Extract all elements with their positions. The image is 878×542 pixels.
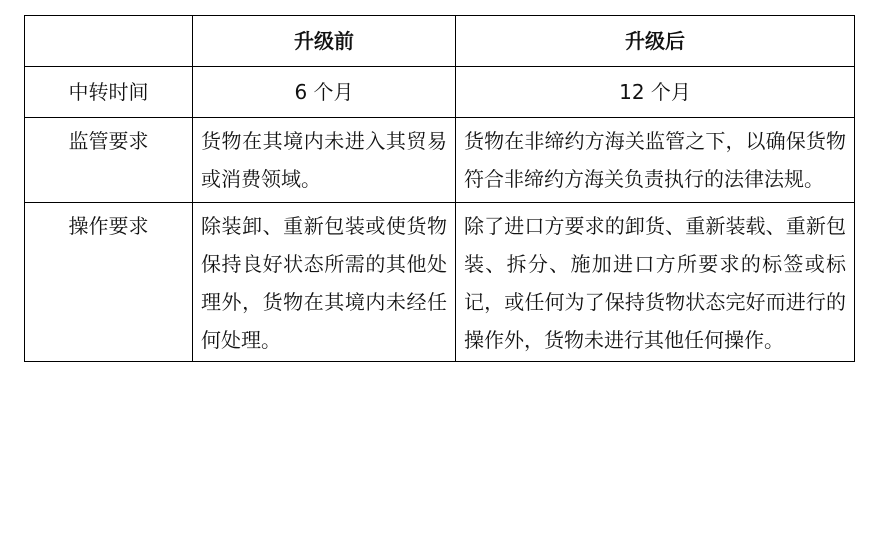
- row-label: 操作要求: [25, 203, 193, 362]
- header-corner-cell: [25, 16, 193, 67]
- row-label: 监管要求: [25, 118, 193, 203]
- cell-after: 除了进口方要求的卸货、重新装载、重新包装、拆分、施加进口方所要求的标签或标记，或任何为了保持货物状态完好而进行的操作外，货物未进行其他任何操作。: [456, 203, 855, 362]
- comparison-table: [24, 15, 855, 362]
- header-row: [25, 16, 855, 67]
- row-label: 中转时间: [25, 67, 193, 118]
- table-row-transit-time: [25, 67, 855, 118]
- cell-after: 12 个月: [456, 67, 855, 118]
- header-before: 升级前: [193, 16, 456, 67]
- cell-before: 除装卸、重新包装或使货物保持良好状态所需的其他处理外，货物在其境内未经任何处理。: [193, 203, 456, 362]
- cell-after: 货物在非缔约方海关监管之下，以确保货物符合非缔约方海关负责执行的法律法规。: [456, 118, 855, 203]
- header-after: 升级后: [456, 16, 855, 67]
- cell-before: 货物在其境内未进入其贸易或消费领域。: [193, 118, 456, 203]
- table-row-operations: [25, 203, 855, 362]
- cell-before: 6 个月: [193, 67, 456, 118]
- table-row-supervision: [25, 118, 855, 203]
